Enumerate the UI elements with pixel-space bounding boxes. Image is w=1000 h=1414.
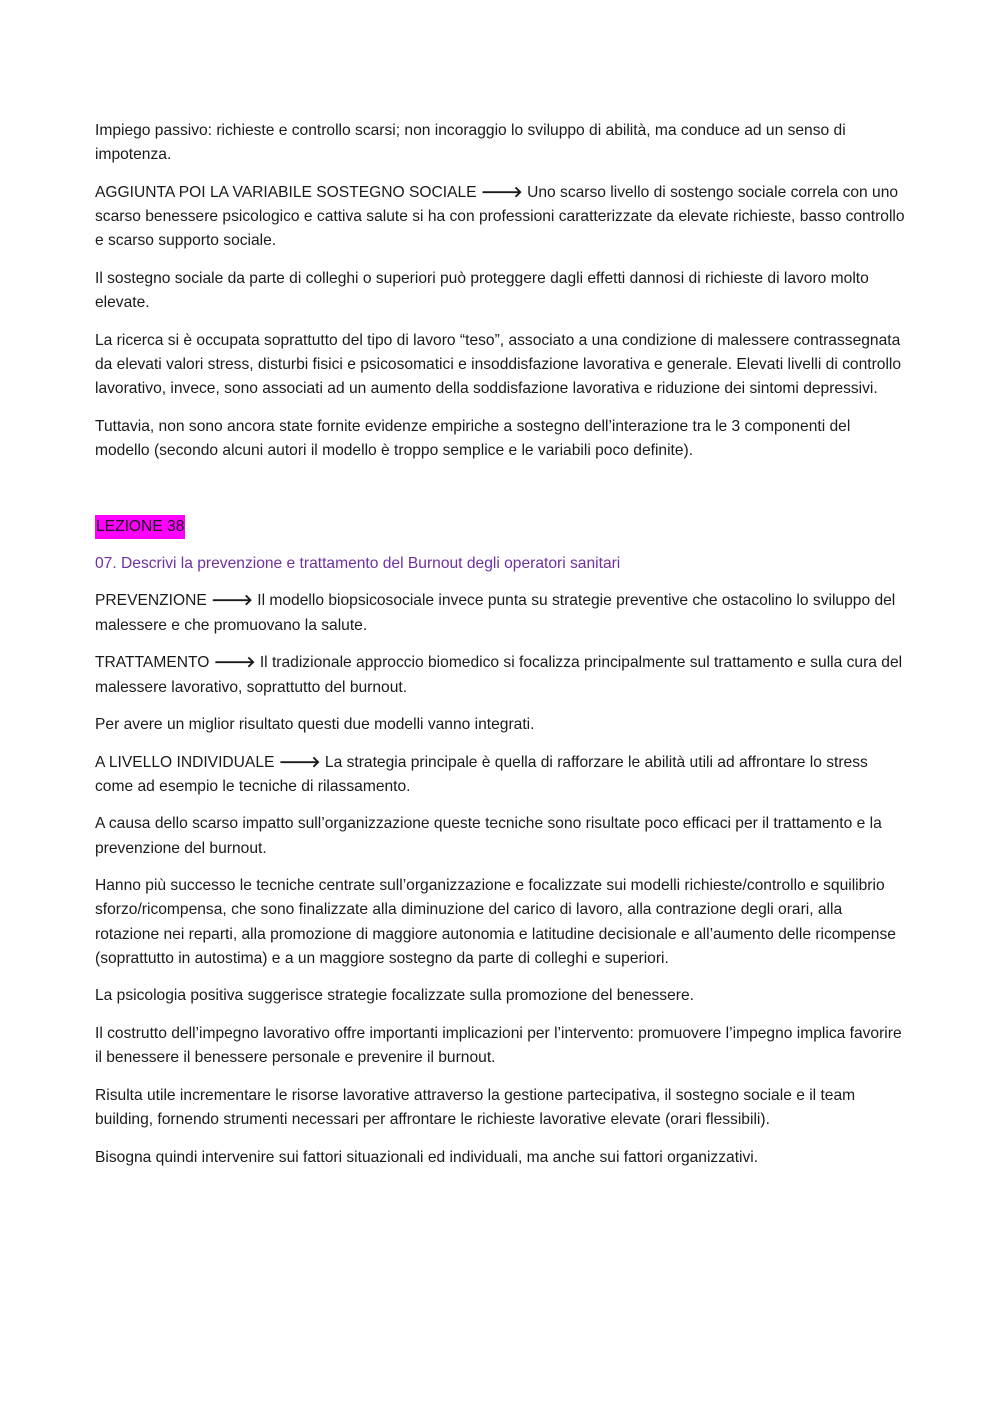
lesson-heading [95,515,907,539]
paragraph-livello-individuale [95,751,907,800]
paragraph-sostegno-colleghi: Il sostegno sociale da parte di colleghi o superiori può proteggere dagli effetti dannosi di richieste di lavoro molto elevate. [95,269,869,312]
arrow-right-icon: 🡒 [211,592,253,610]
paragraph-tecniche-organizzazione: Hanno più successo le tecniche centrate sull’organizzazione e focalizzate sui modelli richieste/controllo e squilibrio sforzo/ricompensa, che sono finalizzate alla diminuzione del carico di lavoro, alla contrazione degli orari, alla rotazione nei reparti, alla promozione di maggiore autonomia e latitudine decisionale e all’aumento delle ricompense (soprattutto in autostima) e a un maggiore sostegno da parte di colleghi e superiori. [95,877,896,967]
text-prevenzione: Il modello biopsicosociale invece punta su strategie preventive che ostacolino lo sviluppo del malessere e che promuovano la salute. [95,592,896,634]
lesson-label: LEZIONE 38 [95,515,185,539]
paragraph-conclusione: Bisogna quindi intervenire sui fattori situazionali ed individuali, ma anche sui fattori organizzativi. [95,1148,759,1166]
label-trattamento: TRATTAMENTO [95,654,214,672]
paragraph-impegno-lavorativo: Il costrutto dell’impegno lavorativo offre importanti implicazioni per l’intervento: promuovere l’impegno implica favorire il benessere il benessere personale e prevenire il burnout. [95,1024,902,1067]
paragraph-prevenzione [95,589,907,638]
arrow-right-icon: 🡒 [480,183,523,201]
paragraph-modelli-integrati: Per avere un miglior risultato questi due modelli vanno integrati. [95,716,535,734]
paragraph-risorse-lavorative: Risulta utile incrementare le risorse lavorative attraverso la gestione partecipativa, il sostegno sociale e il team building, fornendo strumenti necessari per affrontare le richieste lavorative elevate (orari flessibili). [95,1086,856,1129]
label-prevenzione: PREVENZIONE [95,592,212,610]
paragraph-scarso-impatto: A causa dello scarso impatto sull’organizzazione queste tecniche sono risultate poco efficaci per il trattamento e la prevenzione del burnout. [95,815,882,857]
arrow-right-icon: 🡒 [213,654,256,672]
spacer [95,477,907,515]
paragraph-impiego-passivo: Impiego passivo: richieste e controllo scarsi; non incoraggio lo sviluppo di abilità, ma conduce ad un senso di impotenza. [95,122,846,164]
text-livello-individuale: La strategia principale è quella di rafforzare le abilità utili ad affrontare lo stress come ad esempio le tecniche di rilassamento. [95,753,868,795]
paragraph-tuttavia: Tuttavia, non sono ancora state fornite evidenze empiriche a sostegno dell’interazione tra le 3 componenti del modello (secondo alcuni autori il modello è troppo semplice e le variabili poco definite). [95,417,851,460]
arrow-right-icon: 🡒 [278,753,321,771]
paragraph-lavoro-teso: La ricerca si è occupata soprattutto del tipo di lavoro “teso”, associato a una condizione di malessere contrassegnata da elevati valori stress, disturbi fisici e psicosomatici e insoddisfazione lavorativa e generale. Elevati livelli di controllo lavorativo, invece, sono associati ad un aumento della soddisfazione lavorativa e riduzione dei sintomi depressivi. [95,331,902,398]
text-sostegno-sociale: Uno scarso livello di sostengo sociale correla con uno scarso benessere psicologico e cattiva salute si ha con professioni caratterizzate da elevate richieste, basso controllo e scarso supporto sociale. [95,183,905,250]
document-page [95,119,907,1183]
text-trattamento: Il tradizionale approccio biomedico si focalizza principalmente sul trattamento e sulla cura del malessere lavorativo, soprattutto del burnout. [95,654,903,696]
label-variabile-sostegno: AGGIUNTA POI LA VARIABILE SOSTEGNO SOCIALE [95,183,481,201]
label-livello-individuale: A LIVELLO INDIVIDUALE [95,753,279,771]
paragraph-psicologia-positiva: La psicologia positiva suggerisce strategie focalizzate sulla promozione del benessere. [95,987,694,1005]
paragraph-trattamento [95,651,907,700]
paragraph-sostegno-sociale [95,181,907,254]
question-heading: 07. Descrivi la prevenzione e trattamento del Burnout degli operatori sanitari [95,554,621,572]
